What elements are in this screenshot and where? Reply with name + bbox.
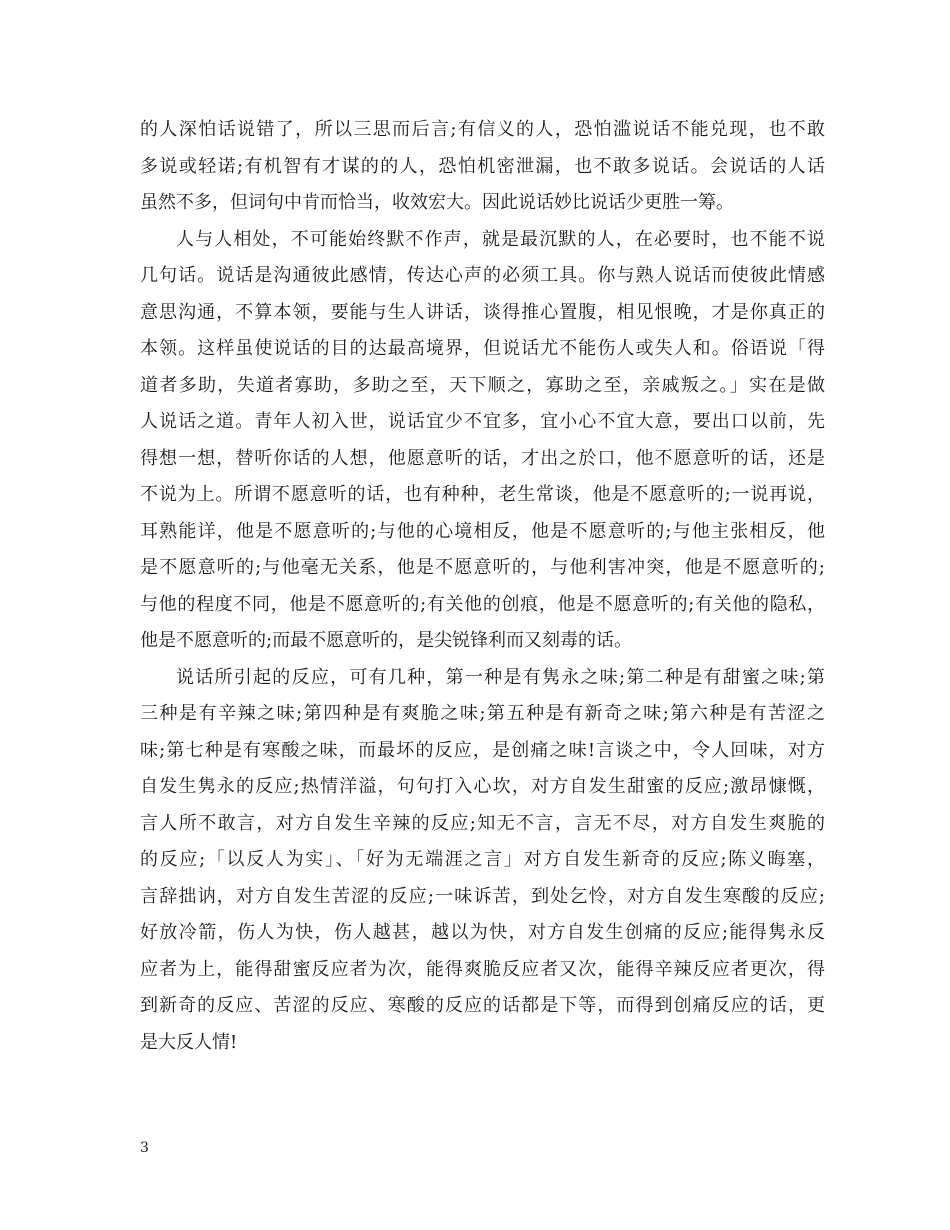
paragraph <box>140 112 825 222</box>
paragraph-line: 到新奇的反应、苦涩的反应、寒酸的反应的话都是下等，而得到创痛反应的话，更 <box>140 995 825 1016</box>
paragraph-line: 几句话。说话是沟通彼此感情，传达心声的必须工具。你与熟人说话而使彼此情感 <box>140 265 825 286</box>
paragraph-line: 自发生隽永的反应;热情洋溢，句句打入心坎，对方自发生甜蜜的反应;激昂慷慨， <box>140 776 825 797</box>
paragraph-line: 味;第七种是有寒酸之味，而最坏的反应，是创痛之味!言谈之中，令人回味，对方 <box>140 739 825 761</box>
page-number: 3 <box>140 1140 149 1156</box>
paragraph-line: 意思沟通，不算本领，要能与生人讲话，谈得推心置腹，相见恨晚，才是你真正的 <box>140 301 825 323</box>
paragraph-line: 他是不愿意听的;而最不愿意听的，是尖锐锋利而又刻毒的话。 <box>140 630 633 651</box>
paragraph-line: 说话所引起的反应，可有几种，第一种是有隽永之味;第二种是有甜蜜之味;第 <box>176 666 825 688</box>
paragraph-line: 人与人相处，不可能始终默不作声，就是最沉默的人，在必要时，也不能不说 <box>176 228 825 250</box>
paragraph-line: 应者为上，能得甜蜜反应者为次，能得爽脆反应者又次，能得辛辣反应者更次，得 <box>140 958 825 980</box>
paragraph-line: 耳熟能详，他是不愿意听的;与他的心境相反，他是不愿意听的;与他主张相反，他 <box>140 520 825 542</box>
paragraph <box>140 222 825 660</box>
paragraph-line: 多说或轻诺;有机智有才谋的的人，恐怕机密泄漏，也不敢多说话。会说话的人话 <box>140 155 825 177</box>
paragraph <box>140 660 825 1062</box>
paragraph-line: 与他的程度不同，他是不愿意听的;有关他的创痕，他是不愿意听的;有关他的隐私， <box>140 593 825 615</box>
paragraph-line: 三种是有辛辣之味;第四种是有爽脆之味;第五种是有新奇之味;第六种是有苦涩之 <box>140 703 825 724</box>
paragraph-line: 道者多助，失道者寡助，多助之至，天下顺之，寡助之至，亲戚叛之。」实在是做 <box>140 374 825 396</box>
paragraph-line: 得想一想，替听你话的人想，他愿意听的话，才出之於口，他不愿意听的话，还是 <box>140 447 825 469</box>
paragraph-line: 虽然不多，但词句中肯而恰当，收效宏大。因此说话妙比说话少更胜一筹。 <box>140 192 734 213</box>
body-text <box>140 112 825 1061</box>
paragraph-line: 言人所不敢言，对方自发生辛辣的反应;知无不言，言无不尽，对方自发生爽脆的 <box>140 812 825 834</box>
paragraph-line: 不说为上。所谓不愿意听的话，也有种种，老生常谈，他是不愿意听的;一说再说， <box>140 484 825 505</box>
paragraph-line: 本领。这样虽使说话的目的达最高境界，但说话尤不能伤人或失人和。俗语说「得 <box>140 338 825 359</box>
paragraph-line: 人说话之道。青年人初入世，说话宜少不宜多，宜小心不宜大意，要出口以前，先 <box>140 411 825 432</box>
paragraph-line: 言辞拙讷，对方自发生苦涩的反应;一味诉苦，到处乞怜，对方自发生寒酸的反应; <box>140 885 825 907</box>
paragraph-line: 的反应;「以反人为实」、「好为无端涯之言」对方自发生新奇的反应;陈义晦塞， <box>140 849 825 870</box>
paragraph-line: 是大反人情! <box>140 1031 238 1053</box>
paragraph-line: 的人深怕话说错了，所以三思而后言;有信义的人，恐怕滥说话不能兑现，也不敢 <box>140 119 825 140</box>
paragraph-line: 是不愿意听的;与他毫无关系，他是不愿意听的，与他利害冲突，他是不愿意听的; <box>140 557 825 578</box>
paragraph-line: 好放冷箭，伤人为快，伤人越甚，越以为快，对方自发生创痛的反应;能得隽永反 <box>140 922 825 943</box>
